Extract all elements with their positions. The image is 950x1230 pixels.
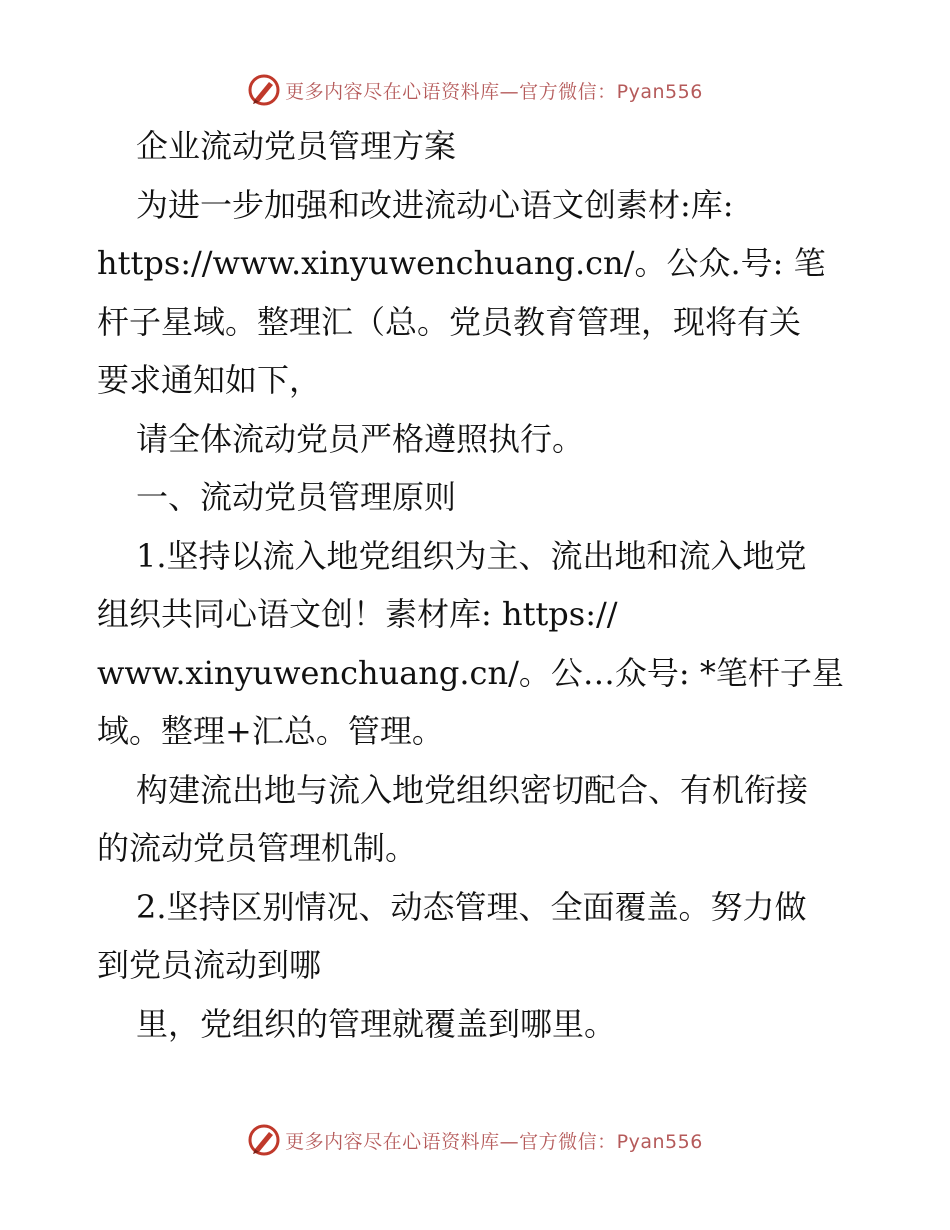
pen-logo-icon: [247, 73, 281, 107]
watermark-text: 更多内容尽在心语资料库—官方微信：Pyan556: [285, 80, 703, 103]
paragraph-line: 构建流出地与流入地党组织密切配合、有机衔接: [136, 770, 809, 809]
paragraph-line: 的流动党员管理机制。: [97, 829, 418, 867]
watermark-text: 更多内容尽在心语资料库—官方微信：Pyan556: [285, 1130, 703, 1153]
header-watermark: [0, 70, 950, 110]
paragraph-line: 到党员流动到哪: [97, 946, 322, 984]
section-heading: 一、流动党员管理原则: [136, 478, 457, 516]
paragraph-line: https://www.xinyuwenchuang.cn/。公众.号: 笔: [97, 244, 826, 282]
paragraph-line: 杆子星域。整理汇（总。党员教育管理，现将有关: [97, 302, 802, 341]
paragraph-line: www.xinyuwenchuang.cn/。公…众号: *笔杆子星: [97, 653, 844, 692]
paragraph-line: 域。整理+汇总。管理。: [97, 712, 444, 750]
paragraph-line: 为进一步加强和改进流动心语文创素材:库:: [136, 185, 734, 224]
paragraph-line: 要求通知如下，: [97, 361, 322, 399]
paragraph-line: 里，党组织的管理就覆盖到哪里。: [136, 1004, 617, 1043]
footer-watermark: [0, 1120, 950, 1160]
paragraph-line: 2.坚持区别情况、动态管理、全面覆盖。努力做: [136, 887, 807, 926]
paragraph-line: 请全体流动党员严格遵照执行。: [136, 419, 585, 458]
document-body: [97, 117, 857, 1053]
document-title: 企业流动党员管理方案: [136, 127, 457, 165]
paragraph-line: 组织共同心语文创！素材库: https://: [97, 595, 618, 633]
pen-logo-icon: [247, 1123, 281, 1157]
paragraph-line: 1.坚持以流入地党组织为主、流出地和流入地党: [136, 536, 807, 575]
